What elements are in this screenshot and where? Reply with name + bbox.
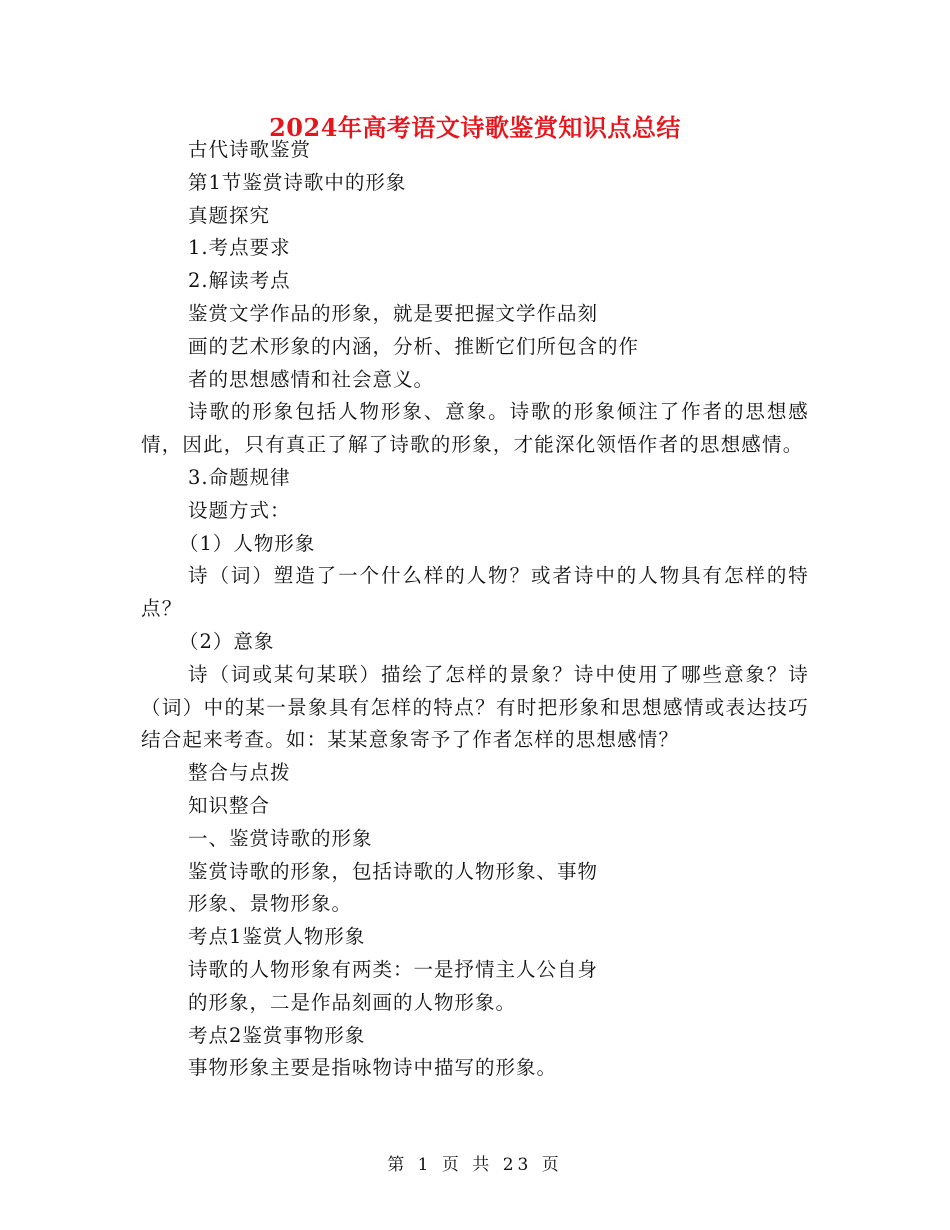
section-heading: 第1节鉴赏诗歌中的形象 [188,170,407,194]
section-heading: 整合与点拨 [188,761,291,785]
paragraph-line: 的形象，二是作品刻画的人物形象。 [188,990,517,1014]
section-heading: 知识整合 [188,793,271,817]
section-heading: 一、鉴赏诗歌的形象 [188,826,373,850]
document-title: 2024年高考语文诗歌鉴赏知识点总结 [269,113,681,142]
paragraph-line: 画的艺术形象的内涵，分析、推断它们所包含的作 [188,334,640,358]
paragraph-line: 鉴赏诗歌的形象，包括诗歌的人物形象、事物 [188,859,599,883]
paragraph-line: 形象、景物形象。 [188,892,353,916]
page-footer: 第 1 页 共 23 页 [387,1155,563,1175]
paragraph-line: 设题方式： [188,498,291,522]
paragraph-line: 者的思想感情和社会意义。 [188,367,435,391]
section-heading: 古代诗歌鉴赏 [188,138,312,161]
section-heading: 考点1鉴赏人物形象 [188,925,366,949]
paragraph: 诗（词或某句某联）描绘了怎样的景象？诗中使用了哪些意象？诗（词）中的某一景象具有怎样的特点？有时把形象和思想感情或表达技巧结合起来考查。如：某某意象寄予了作者怎样的思想感情？ [141,662,809,752]
document-body [141,134,809,1085]
paragraph-line: 诗歌的人物形象有两类：一是抒情主人公自身 [188,957,599,981]
numbered-heading: 1.考点要求 [188,236,291,260]
paragraph-line: 事物形象主要是指咏物诗中描写的形象。 [188,1056,558,1080]
sub-heading: （1）人物形象 [179,531,316,555]
numbered-heading: 3.命题规律 [188,465,291,489]
numbered-heading: 2.解读考点 [188,269,291,293]
paragraph: 诗（词）塑造了一个什么样的人物？或者诗中的人物具有怎样的特点？ [141,564,809,621]
section-heading: 考点2鉴赏事物形象 [188,1023,366,1047]
sub-heading: （2）意象 [179,629,275,653]
paragraph: 诗歌的形象包括人物形象、意象。诗歌的形象倾注了作者的思想感情，因此，只有真正了解了诗歌的形象，才能深化领悟作者的思想感情。 [141,400,809,457]
paragraph-line: 鉴赏文学作品的形象，就是要把握文学作品刻 [188,301,599,325]
section-heading: 真题探究 [188,203,271,227]
